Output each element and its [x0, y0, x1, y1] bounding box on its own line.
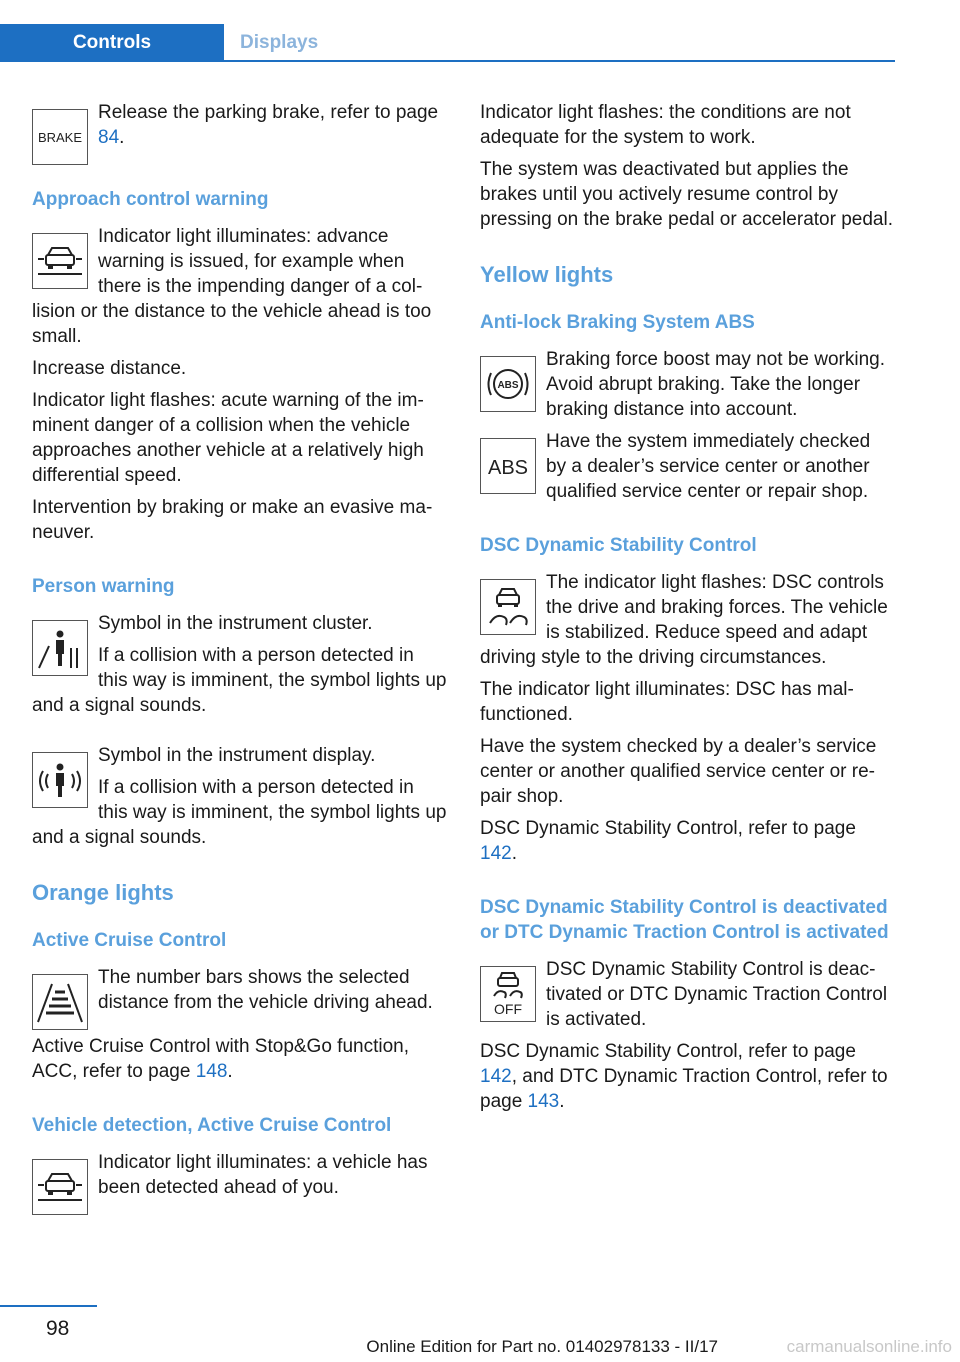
edition-text: Online Edition for Part no. 01402978133 - II/17	[366, 1337, 718, 1356]
acc-p1: The number bars shows the selected distance from the vehicle driving ahead.	[98, 967, 433, 1013]
dsc-heading: DSC Dynamic Stability Control	[480, 535, 757, 556]
approach-p3: Indicator light flashes: acute warning of the imminent danger of a collision when the vehicle approaches another vehicle at a relatively high differential speed.	[32, 390, 424, 486]
person-b2: If a collision with a person detected in this way is imminent, the symbol lights up and a signal sounds.	[32, 777, 447, 848]
dscoff-heading: DSC Dynamic Stability Control is deactivated or DTC Dynamic Traction Control is activated	[480, 897, 889, 943]
vehicle-ahead-icon	[32, 233, 88, 289]
page-link-143[interactable]: 143	[527, 1091, 560, 1112]
orange-heading: Orange lights	[32, 880, 174, 905]
abs-p1: Braking force boost may not be working. Avoid abrupt braking. Take the longer braking distance into account.	[546, 349, 886, 420]
chapter-tabs	[0, 24, 895, 62]
yellow-heading: Yellow lights	[480, 262, 614, 287]
detect-entry	[32, 1150, 447, 1219]
page-number: 98	[46, 1317, 70, 1340]
approach-heading: Approach control warning	[32, 189, 269, 210]
dsc-p4: DSC Dynamic Stability Control, refer to page 142.	[480, 818, 856, 864]
person-entry-2	[32, 743, 447, 857]
detect-p1: Indicator light illuminates: a vehicle has been detected ahead of you.	[98, 1152, 428, 1198]
page-link-142b[interactable]: 142	[480, 1066, 512, 1087]
svg-text:ABS: ABS	[497, 380, 519, 391]
page-link-142[interactable]: 142	[480, 843, 512, 864]
svg-text:BRAKE: BRAKE	[37, 130, 83, 145]
brake-text: Release the parking brake, refer to page 84.	[98, 102, 439, 148]
right-column	[480, 100, 895, 1121]
abs-text-icon	[480, 438, 536, 494]
acc-entry	[32, 965, 447, 1034]
abs-entry-1	[480, 347, 895, 429]
tab-underline	[0, 60, 895, 62]
approach-p2: Increase distance.	[32, 358, 187, 379]
vehicle-detected-icon	[32, 1159, 88, 1215]
dsc-skid-icon	[480, 579, 536, 635]
dsc-off-icon	[480, 966, 536, 1022]
person-a1: Symbol in the instrument cluster.	[98, 613, 373, 634]
svg-text:OFF: OFF	[494, 1001, 522, 1017]
page-link-148[interactable]: 148	[195, 1061, 228, 1082]
right-p2: The system was deactivated but applies the brakes until you actively resume control by pressing on the brake pedal or accelerator pedal.	[480, 159, 893, 230]
abs-circle-icon	[480, 356, 536, 412]
dsc-entry	[480, 570, 895, 677]
left-column	[32, 100, 447, 1219]
page-link-84[interactable]: 84	[98, 127, 120, 148]
approach-p4: Intervention by braking or make an evasive maneuver.	[32, 497, 433, 543]
distance-bars-icon	[32, 974, 88, 1030]
abs-entry-2	[480, 429, 895, 511]
dscoff-p1: DSC Dynamic Stability Control is deactivated or DTC Dynamic Traction Control is activated.	[546, 959, 888, 1030]
person-a2: If a collision with a person detected in this way is imminent, the symbol lights up and a signal sounds.	[32, 645, 447, 716]
detect-heading: Vehicle detection, Active Cruise Control	[32, 1115, 392, 1136]
person-entry-1	[32, 611, 447, 725]
abs-heading: Anti-lock Braking System ABS	[480, 312, 755, 333]
pedestrian-signal-icon	[32, 752, 88, 808]
footer-rule	[0, 1305, 97, 1307]
tab-controls[interactable]	[0, 24, 224, 62]
abs-p2: Have the system immediately checked by a dealer’s service center or another qualified service center or repair shop.	[546, 431, 871, 502]
acc-heading: Active Cruise Control	[32, 930, 227, 951]
brake-text-icon	[32, 109, 88, 165]
tab-displays[interactable]: Displays	[240, 32, 319, 53]
tab-controls-label: Controls	[72, 32, 152, 53]
dsc-p1: The indicator light flashes: DSC controls the drive and braking forces. The vehicle is stabilized. Reduce speed and adapt driving style to the driving circumstances.	[480, 572, 888, 668]
dsc-p2: The indicator light illuminates: DSC has malfunctioned.	[480, 679, 854, 725]
dsc-p3: Have the system checked by a dealer’s service center or another qualified service center or repair shop.	[480, 736, 877, 807]
right-p1: Indicator light flashes: the conditions are not adequate for the system to work.	[480, 102, 851, 148]
dscoff-entry	[480, 957, 895, 1039]
person-b1: Symbol in the instrument display.	[98, 745, 376, 766]
approach-entry	[32, 224, 447, 356]
approach-p1: Indicator light illuminates: advance warning is issued, for example when there is the impending danger of a collision or the distance to the vehicle ahead is too small.	[32, 226, 432, 347]
svg-text:ABS: ABS	[487, 457, 529, 479]
dscoff-p2: DSC Dynamic Stability Control, refer to page 142, and DTC Dynamic Traction Control, refer to page 143.	[480, 1041, 888, 1112]
pedestrian-road-icon	[32, 620, 88, 676]
brake-entry	[32, 100, 447, 165]
watermark: carmanualsonline.info	[786, 1337, 952, 1356]
acc-p2: Active Cruise Control with Stop&Go function, ACC, refer to page 148.	[32, 1036, 410, 1082]
person-heading: Person warning	[32, 576, 175, 597]
